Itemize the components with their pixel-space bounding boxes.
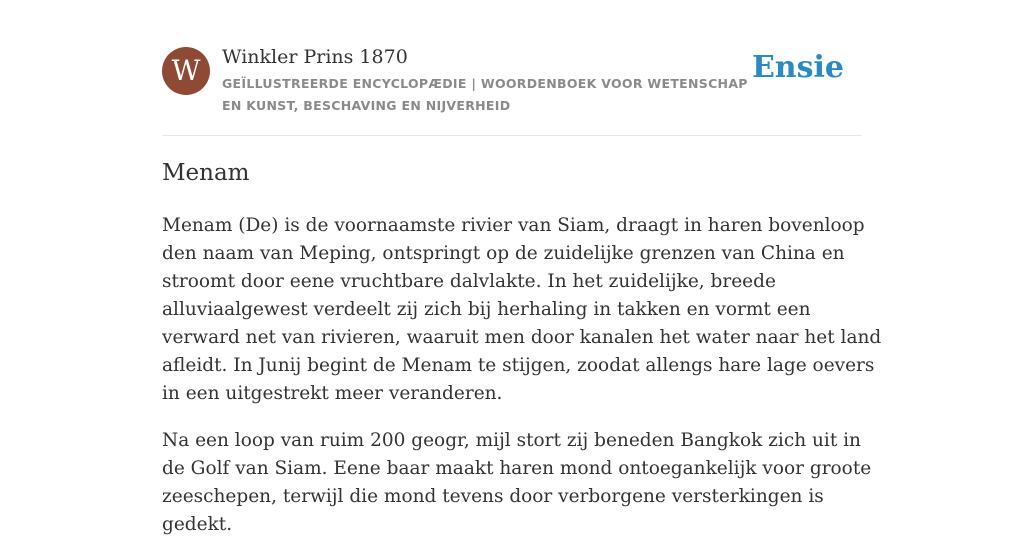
source-subtitle: GEÏLLUSTREERDE ENCYCLOPÆDIE | WOORDENBOEK VOOR WETENSCHAP EN KUNST, BESCHAVING EN NIJVERHEID — [222, 76, 748, 113]
entry-paragraph-1: Menam (De) is de voornaamste rivier van Siam, draagt in haren bovenloop den naam van Meping, ontspringt op de zuidelijke grenzen van China en stroomt door eene vruchtbare dalvlakte. In het zuidelijke, breede alluviaalgewest verdeelt zij zich bij herhaling in takken en vormt een verward net van rivieren, waaruit men door kanalen het water naar het land afleidt. In Junij begint de Menam te stijgen, zoodat allengs hare lage oevers in een uitgestrekt meer veranderen. — [162, 215, 882, 404]
header-divider — [162, 135, 862, 136]
source-header — [162, 44, 862, 124]
source-avatar[interactable]: W — [162, 47, 210, 95]
entry-body — [162, 212, 882, 558]
entry-title: Menam — [162, 160, 250, 186]
entry-paragraph-2: Na een loop van ruim 200 geogr, mijl stort zij beneden Bangkok zich uit in de Golf van Siam. Eene baar maakt haren mond ontoegankelijk voor groote zeeschepen, terwijl die mond tevens door verborgene versterkingen is gedekt. — [162, 430, 872, 535]
source-title[interactable]: Winkler Prins 1870 — [222, 46, 408, 68]
ensie-logo[interactable]: Ensie — [751, 50, 844, 85]
